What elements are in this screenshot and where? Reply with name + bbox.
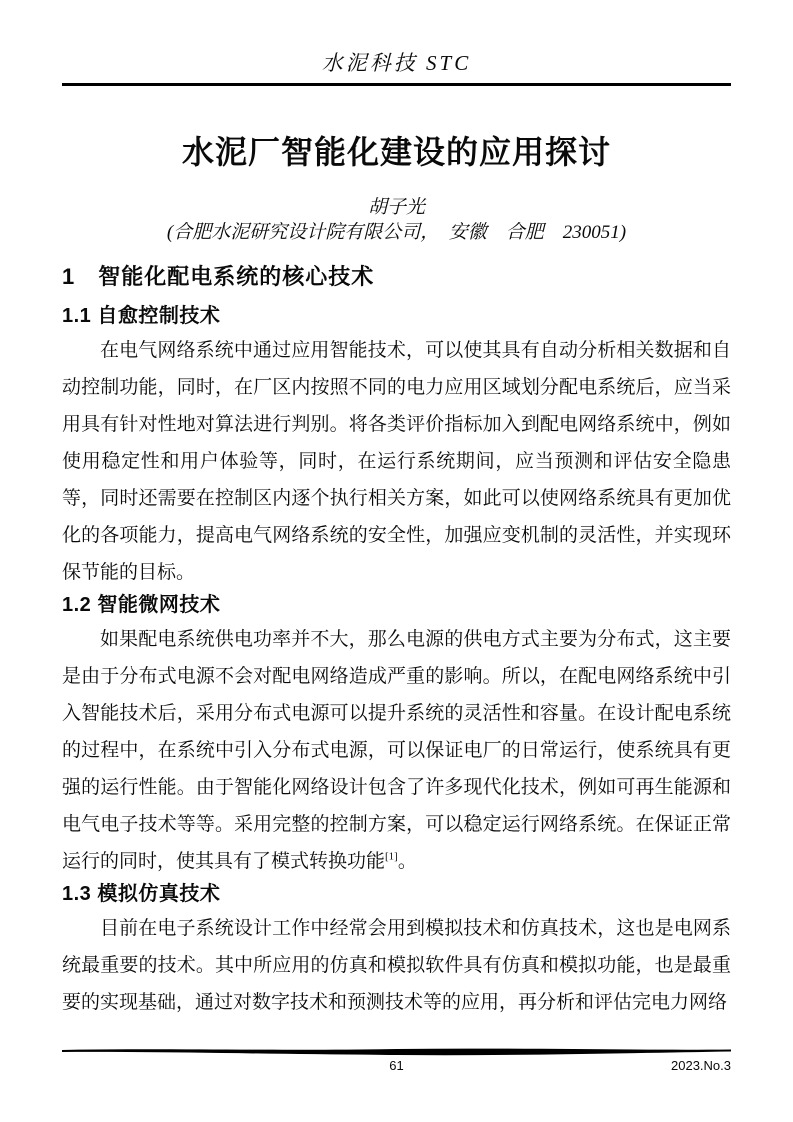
section-1-1-paragraph: 在电气网络系统中通过应用智能技术，可以使其具有自动分析相关数据和自动控制功能，同时，在厂区内按照不同的电力应用区域划分配电系统后，应当采用具有针对性地对算法进行判别。将各类评价指标加入到配电网络系统中，例如使用稳定性和用户体验等，同时，在运行系统期间，应当预测和评估安全隐患等，同时还需要在控制区内逐个执行相关方案，如此可以使网络系统具有更加优化的各项能力，提高电气网络系统的安全性，加强应变机制的灵活性，并实现环保节能的目标。 — [62, 340, 731, 583]
footer-row — [62, 1058, 731, 1074]
article-title: 水泥厂智能化建设的应用探讨 — [181, 134, 611, 170]
section-1-3-heading: 1.3 模拟仿真技术 — [62, 883, 221, 905]
header-rule — [62, 83, 731, 86]
issue-label: 2023.No.3 — [671, 1058, 731, 1073]
section-1-1-heading: 1.1 自愈控制技术 — [62, 305, 221, 327]
section-1-2-paragraph — [62, 621, 731, 880]
journal-header: 水泥科技 STC — [321, 51, 472, 75]
section-1-2-text: 如果配电系统供电功率并不大，那么电源的供电方式主要为分布式，这主要是由于分布式电源不会对配电网络造成严重的影响。所以，在配电网络系统中引入智能技术后，采用分布式电源可以提升系统的灵活性和容量。在设计配电系统的过程中，在系统中引入分布式电源，可以保证电厂的日常运行，使系统具有更强的运行性能。由于智能化网络设计包含了许多现代化技术，例如可再生能源和电气电子技术等等。采用完整的控制方案，可以稳定运行网络系统。在保证正常运行的同时，使其具有了模式转换功能 — [62, 629, 731, 872]
footer-rule — [62, 1046, 731, 1058]
section-1-2-tail: 。 — [397, 851, 417, 872]
page-footer — [62, 1046, 731, 1074]
section-1-heading: 1 智能化配电系统的核心技术 — [62, 264, 375, 289]
section-1-2-heading: 1.2 智能微网技术 — [62, 594, 221, 616]
citation-ref-1: [1] — [385, 850, 398, 863]
page-number: 61 — [389, 1058, 404, 1073]
author-name: 胡子光 — [367, 197, 425, 218]
section-1-3-paragraph: 目前在电子系统设计工作中经常会用到模拟技术和仿真技术，这也是电网系统最重要的技术。其中所应用的仿真和模拟软件具有仿真和模拟功能，也是最重要的实现基础，通过对数字技术和预测技术等的应用，再分析和评估完电力网络 — [62, 918, 731, 1013]
author-affiliation: (合肥水泥研究设计院有限公司， 安徽 合肥 230051) — [166, 222, 627, 243]
